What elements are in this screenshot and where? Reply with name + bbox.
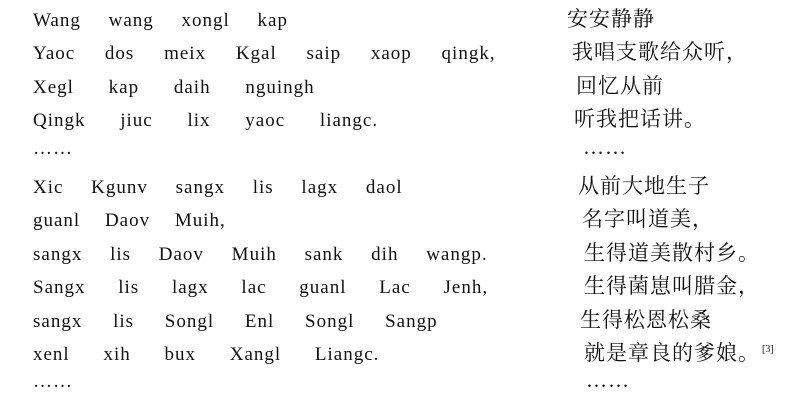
chinese-ellipsis: …… [586, 368, 630, 393]
verse-line [0, 304, 800, 337]
chinese-text: 回忆从前 [576, 73, 664, 98]
verse-excerpt [0, 3, 800, 404]
dong-text: sangx lis Songl Enl Songl Sangp [33, 310, 438, 332]
omission-line [0, 370, 800, 403]
chinese-text: 名字叫道美， [582, 207, 714, 232]
verse-line [0, 237, 800, 270]
chinese-text: 生得菌崽叫腊金， [584, 274, 760, 299]
dong-text: xenl xih bux Xangl Liangc. [33, 343, 380, 365]
dong-text: Xic Kgunv sangx lis lagx daol [33, 176, 403, 198]
dong-text: Xegl kap daih nguingh [33, 76, 315, 98]
chinese-ellipsis: …… [583, 134, 627, 159]
footnote-ref: [3] [762, 343, 774, 355]
dong-ellipsis: …… [33, 137, 73, 159]
dong-text: Qingk jiuc lix yaoc liangc. [33, 110, 379, 132]
verse-line [0, 270, 800, 303]
verse-line [0, 203, 800, 236]
dong-text: guanl Daov Muih, [33, 210, 226, 232]
dong-text: Yaoc dos meix Kgal saip xaop qingk, [33, 43, 496, 65]
dong-ellipsis: …… [33, 371, 73, 393]
dong-text: Wang wang xongl kap [33, 10, 288, 31]
chinese-text: 我唱支歌给众听， [572, 40, 748, 65]
verse-line [0, 170, 800, 203]
chinese-text: 听我把话讲。 [574, 107, 706, 132]
verse-line [0, 36, 800, 69]
dong-text: Sangx lis lagx lac guanl Lac Jenh, [33, 277, 489, 299]
chinese-text: 就是章良的爹娘。 [584, 340, 760, 365]
dong-text: sangx lis Daov Muih sank dih wangp. [33, 243, 488, 265]
chinese-text: 生得道美散村乡。 [584, 240, 760, 265]
chinese-text: 从前大地生子 [578, 173, 710, 198]
chinese-text: 安安静静 [567, 7, 655, 31]
omission-line [0, 134, 800, 170]
chinese-text: 生得松恩松桑 [580, 307, 712, 332]
verse-line [0, 70, 800, 103]
verse-line [0, 3, 800, 36]
